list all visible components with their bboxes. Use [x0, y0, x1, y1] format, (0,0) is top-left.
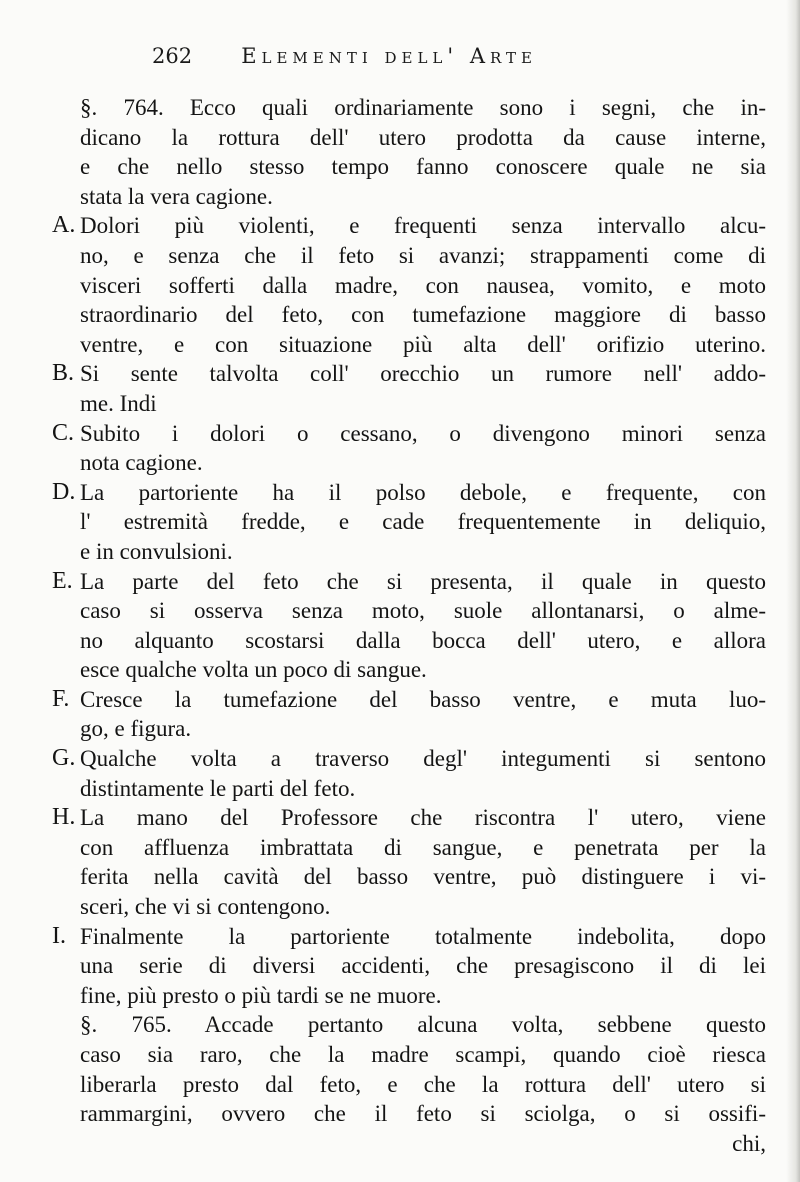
item-letter: F.: [52, 685, 70, 712]
item-letter: G.: [52, 745, 76, 772]
item-text: [80, 744, 766, 803]
item-letter: A.: [52, 212, 76, 239]
text-line: e in convulsioni.: [80, 538, 233, 564]
item-d: [52, 478, 766, 567]
item-text: [80, 478, 766, 567]
section-764: [52, 93, 766, 211]
section-765: [52, 1010, 766, 1158]
item-letter: B.: [52, 360, 75, 387]
item-b: [52, 359, 766, 418]
text-line: una serie di diversi accidenti, che presagiscono il di lei: [80, 953, 766, 979]
page-edge-shadow: [786, 0, 800, 1182]
item-letter: E.: [52, 567, 73, 594]
item-a: [52, 211, 766, 359]
text-line: l' estremità fredde, e cade frequentemente in deliquio,: [80, 509, 766, 535]
text-line: no, e senza che il feto si avanzi; strappamenti come di: [80, 242, 766, 268]
text-line: Qualche volta a traverso degl' integumenti si sentono: [80, 746, 766, 772]
running-title: Elementi dell' Arte: [241, 44, 537, 68]
text-line: straordinario del feto, con tumefazione maggiore di basso: [80, 302, 766, 328]
item-i: [52, 922, 766, 1011]
item-c: [52, 419, 766, 478]
item-f: [52, 685, 766, 744]
text-line: La partoriente ha il polso debole, e frequente, con: [80, 479, 766, 505]
text-line: Finalmente la partoriente totalmente indebolita, dopo: [80, 923, 766, 949]
item-text: [80, 211, 766, 359]
text-line: caso sia raro, che la madre scampi, quando cioè riesca: [80, 1042, 766, 1067]
text-line: §. 764. Ecco quali ordinariamente sono i segni, che in-: [80, 95, 766, 120]
text-line: distintamente le parti del feto.: [80, 775, 356, 801]
item-text: [80, 567, 766, 685]
text-line: me. Indi: [80, 390, 157, 416]
text-line: Dolori più violenti, e frequenti senza intervallo alcu-: [80, 213, 766, 239]
text-line: caso si osserva senza moto, suole allontanarsi, o alme-: [80, 598, 766, 624]
item-text: [80, 803, 766, 921]
text-line: La parte del feto che si presenta, il quale in questo: [80, 568, 766, 594]
text-line: e che nello stesso tempo fanno conoscere quale ne sia: [80, 154, 766, 180]
item-g: [52, 744, 766, 803]
text-line: dicano la rottura dell' utero prodotta da cause interne,: [80, 124, 766, 150]
text-line: Subito i dolori o cessano, o divengono minori senza: [80, 420, 766, 446]
body-text: [52, 93, 766, 1158]
text-line: visceri sofferti dalla madre, con nausea, vomito, e moto: [80, 272, 766, 298]
text-line: no alquanto scostarsi dalla bocca dell' utero, e allora: [80, 627, 766, 653]
item-letter: D.: [52, 478, 76, 505]
text-line: nota cagione.: [80, 450, 203, 476]
item-text: [80, 419, 766, 478]
text-line: fine, più presto o più tardi se ne muore.: [80, 982, 442, 1008]
text-line: Si sente talvolta coll' orecchio un rumore nell' addo-: [80, 361, 766, 387]
page-number: 262: [152, 44, 193, 68]
text-line: Cresce la tumefazione del basso ventre, e muta luo-: [80, 686, 766, 712]
text-line: sceri, che vi si contengono.: [80, 894, 331, 920]
text-line: stata la vera cagione.: [80, 183, 273, 209]
item-letter: I.: [52, 922, 66, 949]
page-header: [152, 44, 652, 68]
text-line: rammargini, ovvero che il feto si sciolga, o si ossifi-: [80, 1101, 766, 1127]
text-line: La mano del Professore che riscontra l' utero, viene: [80, 805, 766, 831]
item-letter: C.: [52, 419, 75, 446]
item-h: [52, 803, 766, 921]
item-e: [52, 567, 766, 685]
text-line: liberarla presto dal feto, e che la rottura dell' utero si: [80, 1071, 766, 1097]
text-line: go, e figura.: [80, 716, 192, 742]
text-line: ventre, e con situazione più alta dell' orifizio uterino.: [80, 331, 766, 357]
text-line: esce qualche volta un poco di sangue.: [80, 657, 427, 683]
item-text: [80, 922, 766, 1011]
item-text: [80, 359, 766, 418]
item-letter: H.: [52, 804, 76, 831]
text-line: con affluenza imbrattata di sangue, e penetrata per la: [80, 834, 766, 860]
item-text: [80, 685, 766, 744]
text-line: ferita nella cavità del basso ventre, può distinguere i vi-: [80, 864, 766, 890]
text-line: §. 765. Accade pertanto alcuna volta, sebbene questo: [80, 1012, 766, 1038]
text-line: chi,: [732, 1130, 766, 1156]
